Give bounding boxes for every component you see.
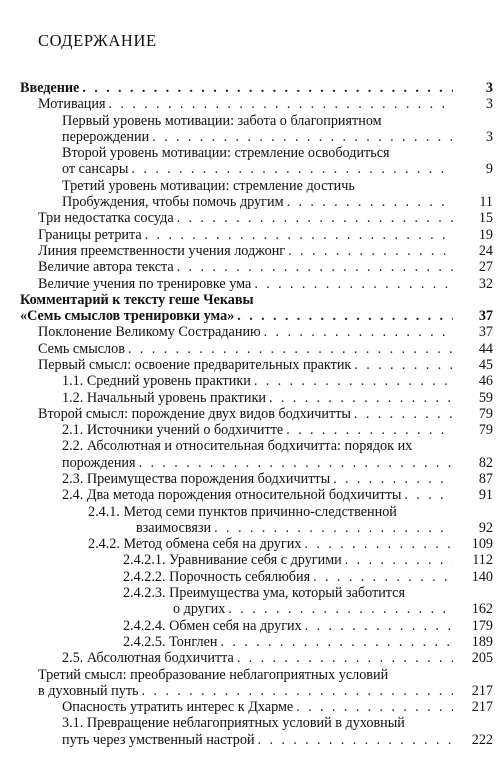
toc-entry-page: 37 [478,308,493,325]
toc-entry[interactable] [38,210,493,227]
toc-entry-title: Первый смысл: освоение предварительных практик [38,356,352,373]
toc-entry-title: Границы ретрита [38,226,142,243]
dot-leader [354,357,453,373]
toc-entry[interactable] [123,568,493,585]
dot-leader [177,259,453,275]
toc-entry-page: 9 [485,161,493,178]
dot-leader [296,699,453,715]
dot-leader [404,487,453,503]
toc-entry-title-line: 2.4.2.3. Преимущества ума, который заботится [123,585,405,602]
toc-entry[interactable] [20,308,493,325]
toc-entry-page: 3 [485,80,493,96]
toc-entry-title: Линия преемственности учения лоджонг [38,242,286,259]
dot-leader [264,324,453,340]
dot-leader [269,390,453,406]
toc-entry[interactable] [38,340,493,357]
toc-entry-title-line: Первый уровень мотивации: забота о благоприятном [62,112,382,129]
dot-leader [304,536,453,552]
dot-leader [237,650,453,666]
toc-entry[interactable] [62,487,493,504]
contents-heading: СОДЕРЖАНИЕ [38,31,157,50]
toc-entry[interactable] [62,715,493,748]
dot-leader [142,683,453,699]
toc-entry-title: 2.4. Два метода порождения относительной бодхичитты [62,487,402,504]
dot-leader [354,406,453,422]
toc-entry-title: Мотивация [38,96,106,113]
toc-entry-page: 15 [478,210,493,227]
toc-entry[interactable] [20,80,493,96]
toc-entry-page: 3 [485,96,493,113]
toc-entry-title: 1.1. Средний уровень практики [62,373,251,390]
toc-entry-title: Комментарий к тексту геше Чекавы [20,291,254,308]
dot-leader [214,520,453,536]
toc-entry-title: путь через умственный настрой [62,731,255,748]
toc-entry-title-line: 2.4.1. Метод семи пунктов причинно-следственной [88,503,397,520]
toc-entry-page: 189 [471,633,493,650]
toc-entry-page: 217 [471,699,493,716]
toc-entry-title-line: Второй уровень мотивации: стремление освободиться [62,145,390,162]
dot-leader [254,373,453,389]
toc-entry-page: 59 [478,389,493,406]
toc-entry-title: 2.4.2.5. Тонглен [123,633,218,650]
toc-entry[interactable] [38,405,493,422]
dot-leader [345,552,453,568]
toc-entry-page: 79 [478,422,493,439]
dot-leader [152,129,453,145]
toc-entry-page: 11 [479,194,493,211]
toc-entry-page: 92 [478,519,493,536]
toc-entry[interactable] [62,112,493,146]
dot-leader [305,618,453,634]
toc-entry[interactable] [123,633,493,650]
toc-entry[interactable] [38,275,493,292]
toc-entry-page: 140 [471,568,493,585]
dot-leader [313,569,453,585]
toc-entry-title: 2.4.2.1. Уравнивание себя с другими [123,552,342,569]
dot-leader [82,80,453,96]
dot-leader [258,732,453,748]
toc-entry[interactable] [123,617,493,634]
dot-leader [177,210,453,226]
dot-leader [287,194,453,210]
toc-entry-title: 2.5. Абсолютная бодхичитта [62,650,234,667]
toc-entry-page: 46 [478,373,493,390]
toc-entry[interactable] [62,145,493,178]
toc-entry[interactable] [38,324,493,341]
toc-entry-title: Семь смыслов [38,340,125,357]
toc-entry-title-line: 2.2. Абсолютная и относительная бодхичитта: порядок их [62,438,413,455]
dot-leader [288,243,453,259]
toc-entry-title: в духовный путь [38,682,139,699]
toc-entry-title: перерождении [62,128,150,145]
toc-entry[interactable] [62,373,493,390]
toc-entry-title: Пробуждения, чтобы помочь другим [62,194,284,211]
toc-entry[interactable] [62,699,493,716]
toc-entry-title: Три недостатка сосуда [38,210,174,227]
toc-entry-title: порождения [62,454,136,471]
toc-entry-page: 162 [471,601,493,618]
toc-entry[interactable] [38,356,493,373]
dot-leader [145,227,453,243]
toc-entry-title-line: 3.1. Превращение неблагоприятных условий в духовный [62,715,405,732]
toc-entry-page: 82 [478,454,493,471]
toc-entry-title: Опасность утратить интерес к Дхарме [62,699,294,716]
toc-entry-title: 2.4.2.4. Обмен себя на других [123,617,302,634]
dot-leader [220,634,453,650]
toc-entry[interactable] [62,177,493,211]
toc-entry-title: взаимосвязи [136,519,212,536]
toc-entry[interactable] [62,471,493,488]
toc-entry-title: Второй смысл: порождение двух видов бодхичитты [38,405,351,422]
toc-entry[interactable] [123,552,493,569]
toc-entry-page: 112 [472,552,493,569]
toc-entry-page: 27 [478,259,493,276]
toc-entry-title-line: Третий уровень мотивации: стремление достичь [62,177,355,194]
toc-entry-title: Введение [20,80,80,96]
dot-leader [108,96,453,112]
toc-entry-title: 2.1. Источники учений о бодхичитте [62,422,284,439]
toc-entry-page: 79 [478,405,493,422]
toc-entry-title: 2.4.2.2. Порочность себялюбия [123,568,311,585]
toc-entry-title: 2.3. Преимущества порождения бодхичитты [62,471,331,488]
toc-entry[interactable] [38,226,493,243]
toc-entry-title: «Семь смыслов тренировки ума» [20,308,235,325]
toc-entry-page: 205 [471,650,493,667]
toc-entry-page: 3 [485,128,493,145]
dot-leader [128,341,453,357]
toc-entry-page: 44 [478,340,493,357]
toc-entry-title: 1.2. Начальный уровень практики [62,389,266,406]
toc-entry-title: Поклонение Великому Состраданию [38,324,261,341]
toc-entry-page: 24 [478,242,493,259]
toc-entry[interactable] [38,259,493,276]
dot-leader [228,601,453,617]
toc-entry[interactable] [62,389,493,406]
toc-entry[interactable] [62,438,493,471]
toc-entry-title: Величие учения по тренировке ума [38,275,252,292]
toc-entry-title: от сансары [62,161,129,178]
dot-leader [131,161,453,177]
toc-entry[interactable] [88,503,493,537]
toc-entry-page: 87 [478,471,493,488]
toc-entry[interactable] [88,536,493,553]
toc-entry-page: 19 [478,226,493,243]
dot-leader [286,422,453,438]
toc-entry[interactable] [38,242,493,259]
toc-entry-title-line: Третий смысл: преобразование неблагоприятных условий [38,666,389,683]
toc-entry-page: 179 [471,617,493,634]
toc-entry-title: 2.4.2. Метод обмена себя на других [88,536,302,553]
toc-entry-title: Величие автора текста [38,259,174,276]
toc-entry-page: 32 [478,275,493,292]
toc-entry[interactable] [62,422,493,439]
toc-entry[interactable] [62,650,493,667]
toc-entry[interactable] [123,585,493,618]
toc-entry[interactable] [38,96,493,113]
toc-entry-page: 222 [471,731,493,748]
toc-entry-page: 37 [478,324,493,341]
dot-leader [237,308,453,324]
dot-leader [333,471,453,487]
toc-entry[interactable] [38,666,493,700]
dot-leader [139,455,453,471]
dot-leader [254,276,453,292]
toc-entry-page: 217 [471,682,493,699]
toc-entry-title: о других [173,601,226,618]
toc-entry-page: 45 [478,356,493,373]
toc-entry[interactable] [20,292,490,308]
toc-entry-page: 109 [471,536,493,553]
toc-entry-page: 91 [478,487,493,504]
